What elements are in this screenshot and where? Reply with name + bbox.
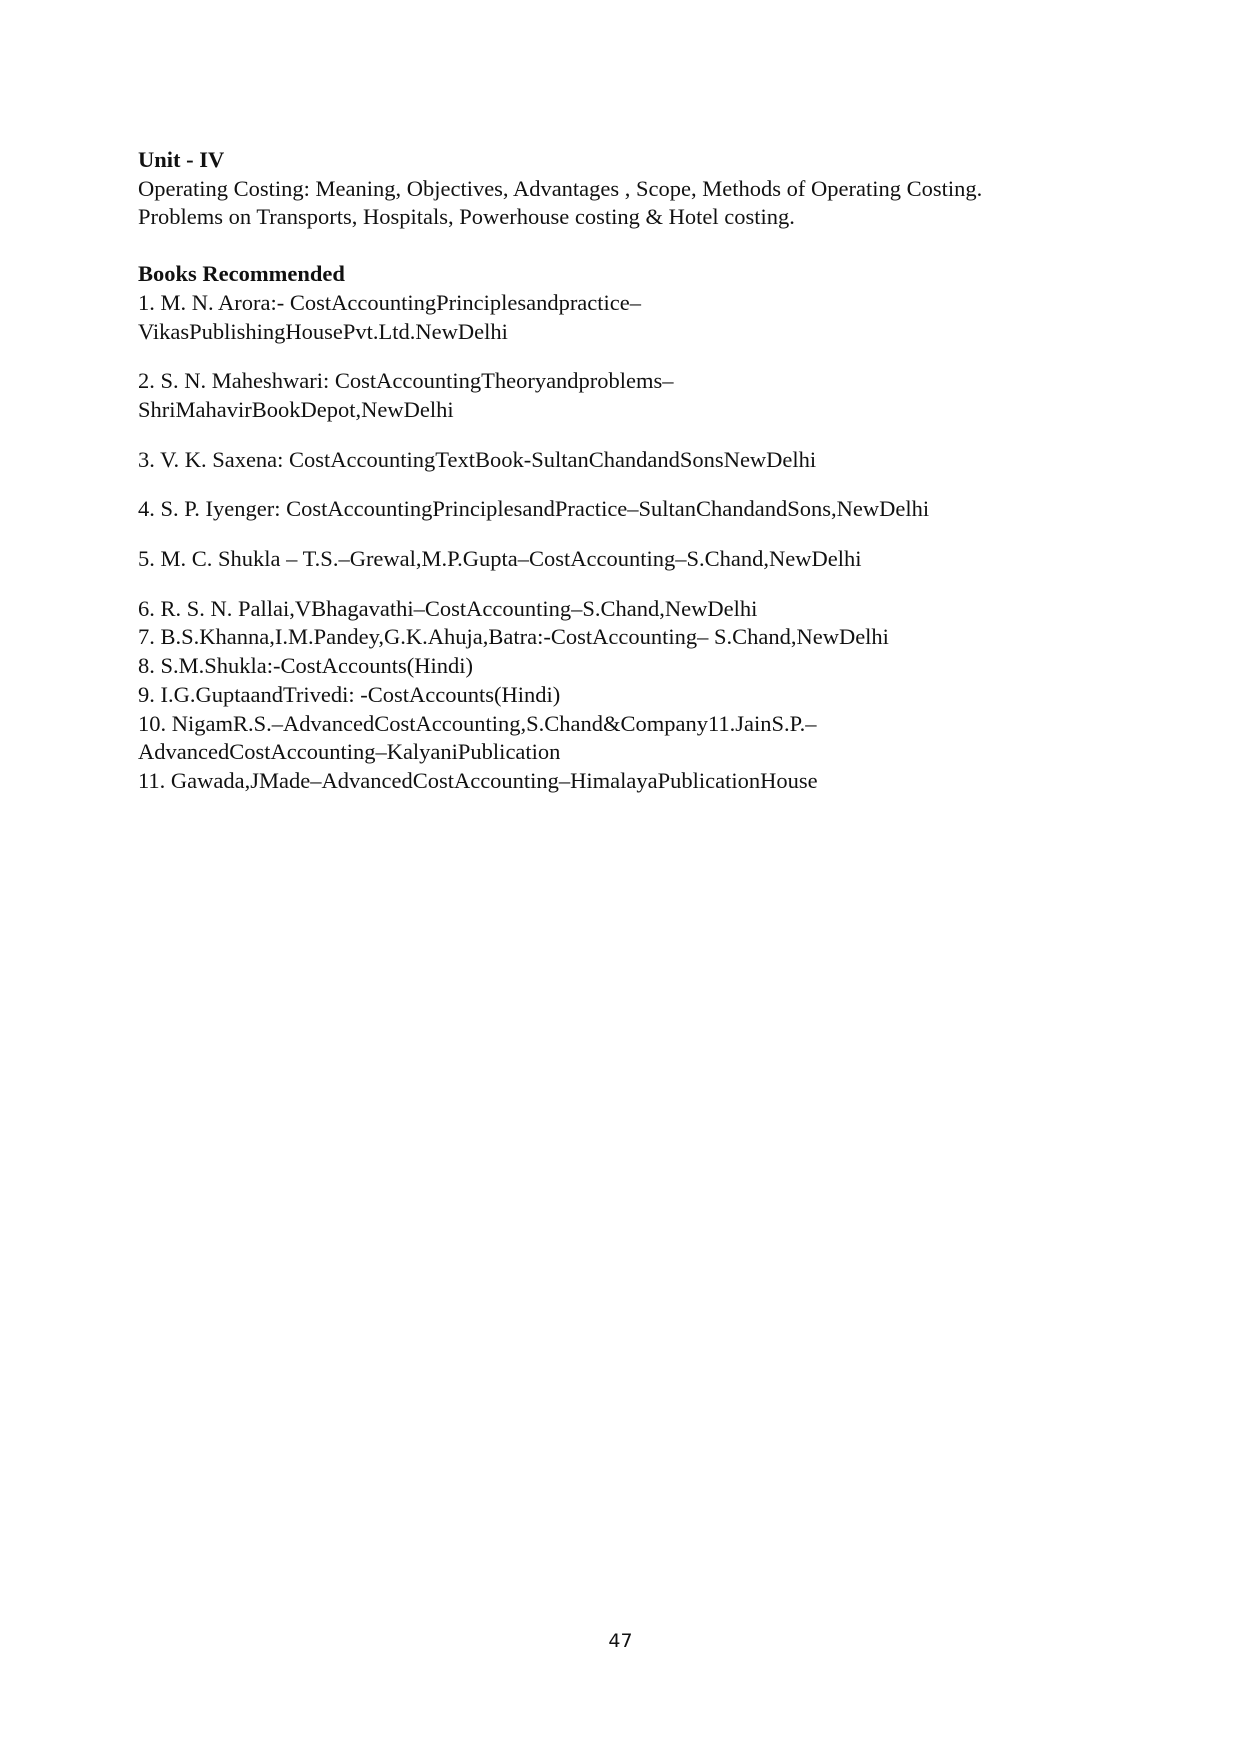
book-item: 8. S.M.Shukla:-CostAccounts(Hindi): [138, 653, 473, 679]
book-item: 7. B.S.Khanna,I.M.Pandey,G.K.Ahuja,Batra:-CostAccounting– S.Chand,NewDelhi: [138, 624, 889, 650]
book-item: ShriMahavirBookDepot,NewDelhi: [138, 396, 454, 422]
books-section: [138, 260, 1118, 796]
unit-line-1: Operating Costing: Meaning, Objectives, Advantages , Scope, Methods of Operating Costing.: [138, 175, 983, 201]
book-item: 9. I.G.GuptaandTrivedi: -CostAccounts(Hindi): [138, 681, 561, 707]
book-item: 4. S. P. Iyenger: CostAccountingPrinciplesandPractice–SultanChandandSons,NewDelhi: [138, 496, 930, 522]
unit-section: [138, 146, 1118, 232]
book-item: 1. M. N. Arora:- CostAccountingPrinciplesandpractice–: [138, 289, 642, 315]
document-page: [138, 146, 1118, 796]
book-item: 2. S. N. Maheshwari: CostAccountingTheoryandproblems–: [138, 368, 674, 394]
book-item: VikasPublishingHousePvt.Ltd.NewDelhi: [138, 318, 508, 344]
book-item: 6. R. S. N. Pallai,VBhagavathi–CostAccounting–S.Chand,NewDelhi: [138, 595, 758, 621]
book-item: AdvancedCostAccounting–KalyaniPublication: [138, 739, 561, 765]
book-item: 3. V. K. Saxena: CostAccountingTextBook-SultanChandandSonsNewDelhi: [138, 446, 817, 472]
unit-line-2: Problems on Transports, Hospitals, Powerhouse costing & Hotel costing.: [138, 204, 795, 230]
book-item: 11. Gawada,JMade–AdvancedCostAccounting–HimalayaPublicationHouse: [138, 767, 818, 793]
book-item: 10. NigamR.S.–AdvancedCostAccounting,S.Chand&Company11.JainS.P.–: [138, 710, 817, 736]
unit-heading: Unit - IV: [138, 147, 225, 172]
books-heading: Books Recommended: [138, 261, 345, 287]
page-number: 47: [608, 1630, 633, 1652]
book-item: 5. M. C. Shukla – T.S.–Grewal,M.P.Gupta–CostAccounting–S.Chand,NewDelhi: [138, 546, 862, 572]
